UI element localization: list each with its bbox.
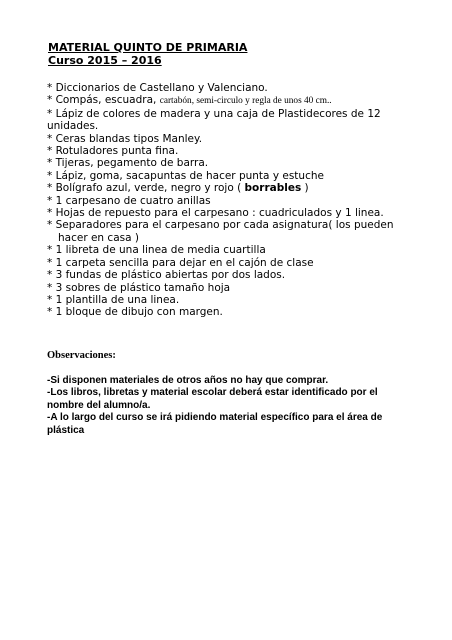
list-item: * Hojas de repuesto para el carpesano : cuadriculados y 1 linea. bbox=[47, 207, 384, 220]
document-title: MATERIAL QUINTO DE PRIMARIA bbox=[48, 41, 248, 54]
list-item: * 1 carpesano de cuatro anillas bbox=[47, 194, 211, 207]
list-item: * Rotuladores punta fina. bbox=[47, 145, 179, 158]
list-item: * 1 carpeta sencilla para dejar en el cajón de clase bbox=[47, 256, 314, 269]
observation-note: -Los libros, libretas y material escolar deberá estar identificado por el nombre del alumno/a. bbox=[47, 387, 378, 411]
list-item: * Compás, escuadra, cartabón, semi-circulo y regla de unos 40 cm.. bbox=[47, 94, 332, 107]
observations-notes bbox=[47, 375, 417, 437]
course-year: Curso 2015 – 2016 bbox=[48, 54, 162, 67]
list-item: * 1 libreta de una linea de media cuartilla bbox=[47, 244, 266, 257]
list-item: * Ceras blandas tipos Manley. bbox=[47, 132, 203, 145]
list-item: * Lápiz, goma, sacapuntas de hacer punta y estuche bbox=[47, 169, 324, 182]
list-item: * Bolígrafo azul, verde, negro y rojo ( borrables ) bbox=[47, 182, 309, 195]
list-item: * 1 bloque de dibujo con margen. bbox=[47, 306, 223, 319]
list-item: * Diccionarios de Castellano y Valenciano. bbox=[47, 82, 268, 94]
list-item: * 1 plantilla de una linea. bbox=[47, 293, 180, 306]
observation-note: -A lo largo del curso se irá pidiendo material específico para el área de plástica bbox=[47, 412, 383, 436]
observation-note: -Si disponen materiales de otros años no hay que comprar. bbox=[47, 375, 329, 386]
list-item: * Separadores para el carpesano por cada asignatura( los pueden hacer en casa ) bbox=[47, 219, 394, 244]
list-item: * 3 fundas de plástico abiertas por dos lados. bbox=[47, 269, 286, 282]
list-item: * 3 sobres de plástico tamaño hoja bbox=[47, 281, 231, 294]
list-item: * Tijeras, pegamento de barra. bbox=[47, 157, 209, 170]
observations-title: Observaciones: bbox=[47, 350, 116, 361]
materials-list bbox=[47, 82, 427, 319]
list-item: * Lápiz de colores de madera y una caja de Plastidecores de 12 unidades. bbox=[47, 107, 381, 133]
